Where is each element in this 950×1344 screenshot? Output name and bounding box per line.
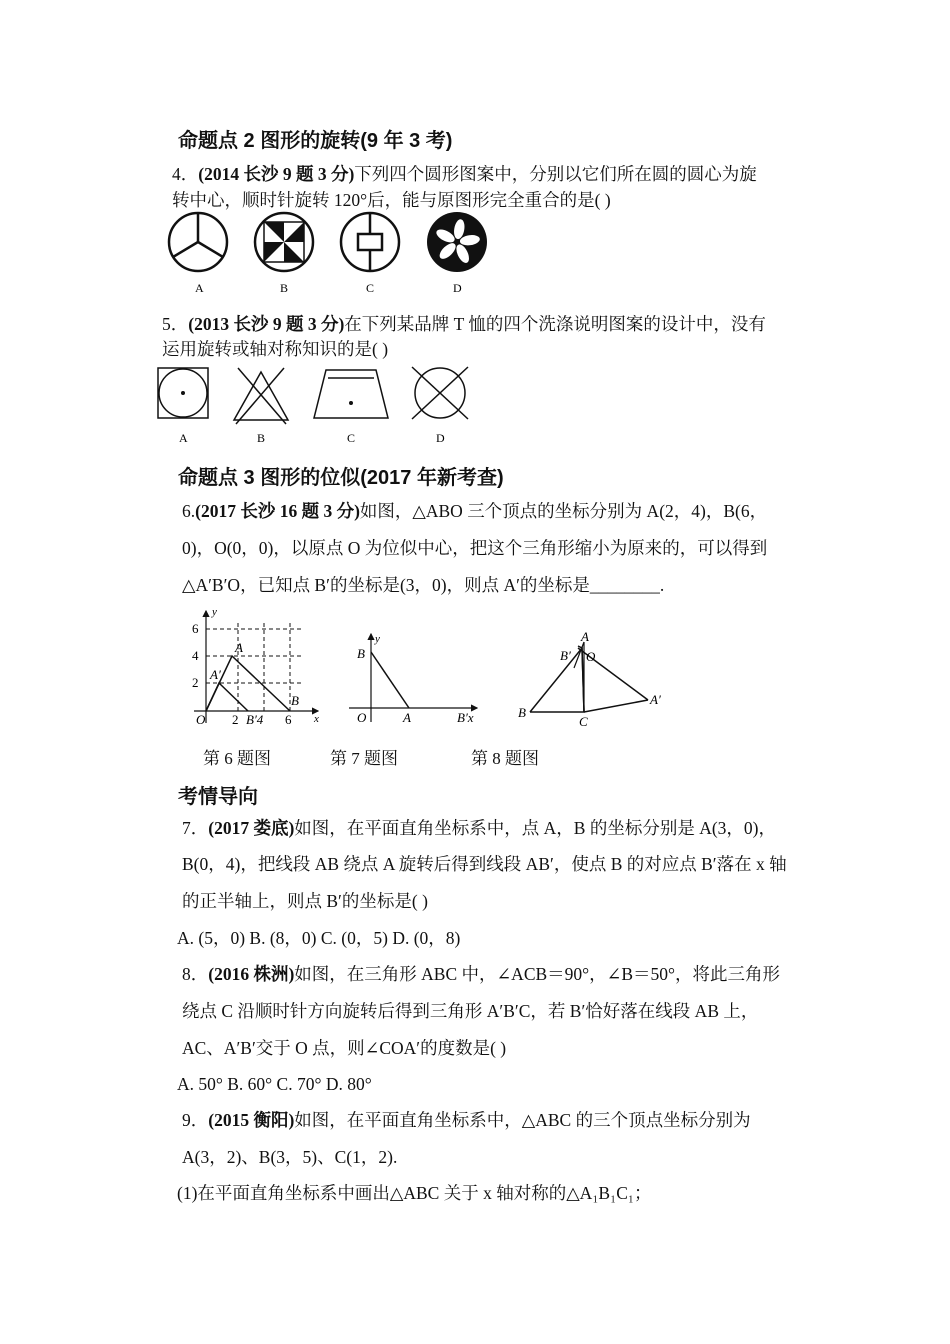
fig8-label-b-prime: B′ [560, 648, 571, 663]
q4-figure-options [160, 210, 500, 300]
fig6-label-b: B [291, 693, 299, 708]
q9-text-2: A(3，2)、B(3，5)、C(1，2). [182, 1147, 398, 1167]
q8-text-1: 如图，在三角形 ABC 中，∠ACB＝90°，∠B＝50°，将此三角形 [294, 964, 780, 984]
fig6-label-y: y [212, 606, 217, 618]
q8-number: 8． [182, 964, 209, 984]
fig6-tick-x2: 2 [232, 712, 239, 727]
q9-number: 9． [182, 1110, 209, 1130]
q4-number: 4． [172, 164, 199, 184]
q8-text-3: AC、A′B′交于 O 点，则∠COA′的度数是( ) [182, 1038, 507, 1058]
section-heading-rotation: 命题点 2 图形的旋转(9 年 3 考) [178, 130, 453, 152]
fig6-label-a-prime: A′ [210, 667, 221, 682]
section-heading-homothety: 命题点 3 图形的位似(2017 年新考查) [178, 467, 504, 489]
fig6-tick-2: 2 [192, 675, 199, 690]
figure-7-caption: 第 7 题图 [330, 749, 398, 768]
q6-source: (2017 长沙 16 题 3 分) [195, 501, 360, 521]
q9-text-3: (1)在平面直角坐标系中画出△ABC 关于 x 轴对称的△A₁B₁C₁； [177, 1183, 652, 1203]
fig8-label-a: A [581, 629, 589, 644]
q5-option-a-figure [158, 368, 208, 418]
fig7-label-origin: O [357, 710, 367, 725]
q5-label-a: A [179, 431, 188, 445]
figure-8-caption: 第 8 题图 [471, 749, 539, 768]
q4-option-d-figure [427, 212, 487, 272]
figure-7-coordinate-plot [345, 630, 495, 728]
q4-source: (2014 长沙 9 题 3 分) [198, 164, 355, 184]
q9-text-1: 如图，在平面直角坐标系中，△ABC 的三个顶点坐标分别为 [294, 1110, 751, 1130]
q6-text-2: 0)，O(0，0)，以原点 O 为位似中心，把这个三角形缩小为原来的，可以得到 [182, 538, 768, 558]
q4-option-b-figure [255, 213, 313, 271]
fig8-label-a-prime: A′ [650, 692, 661, 707]
fig7-label-b-prime-x: B′x [457, 710, 474, 725]
q6-text-1: 如图，△ABO 三个顶点的坐标分别为 A(2，4)，B(6， [359, 501, 768, 521]
q4-label-c: C [366, 281, 375, 295]
q5-source: (2013 长沙 9 题 3 分) [188, 314, 345, 334]
q4-text-1: 下列四个圆形图案中，分别以它们所在圆的圆心为旋 [354, 164, 757, 184]
q5-option-d-figure [412, 367, 468, 419]
figure-6-coordinate-plot [190, 605, 330, 730]
q7-number: 7． [182, 818, 209, 838]
q4-label-b: B [280, 281, 289, 295]
fig7-label-a: A [403, 710, 411, 725]
question-4-line-1 [172, 162, 757, 186]
fig6-tick-4: 4 [192, 648, 199, 663]
q5-text-1: 在下列某品牌 T 恤的四个洗涤说明图案的设计中，没有 [344, 314, 766, 334]
fig8-label-o: O [586, 649, 596, 664]
q7-source: (2017 娄底) [208, 818, 295, 838]
fig8-label-b: B [518, 705, 526, 720]
fig6-label-a: A [235, 640, 243, 655]
q4-option-a-figure [169, 213, 227, 271]
fig8-label-c: C [579, 714, 588, 728]
q4-label-a: A [195, 281, 204, 295]
question-8-line-1 [182, 962, 780, 986]
figure-6-caption: 第 6 题图 [203, 749, 271, 768]
q8-text-2: 绕点 C 沿顺时针方向旋转后得到三角形 A′B′C，若 B′恰好落在线段 AB 上， [182, 1001, 759, 1021]
q7-choices: A. (5，0) B. (8，0) C. (0，5) D. (0，8) [177, 928, 461, 948]
q5-text-2: 运用旋转或轴对称知识的是( ) [162, 339, 389, 359]
question-5-line-1 [162, 312, 766, 336]
fig7-label-y: y [375, 633, 380, 645]
question-9-line-1 [182, 1108, 751, 1132]
q5-label-b: B [257, 431, 266, 445]
q4-option-c-figure [341, 213, 399, 271]
q5-number: 5． [162, 314, 189, 334]
section-heading-trends: 考情导向 [178, 786, 258, 808]
q9-source: (2015 衡阳) [208, 1110, 295, 1130]
q5-option-c-figure [314, 370, 388, 418]
fig7-label-b: B [357, 646, 365, 661]
fig6-label-x: x [314, 713, 319, 725]
fig6-tick-6: 6 [192, 621, 199, 636]
q4-label-d: D [453, 281, 462, 295]
q5-label-c: C [347, 431, 356, 445]
q6-text-3: △A′B′O，已知点 B′的坐标是(3，0)，则点 A′的坐标是________. [182, 575, 665, 595]
q7-text-2: B(0，4)，把线段 AB 绕点 A 旋转后得到线段 AB′，使点 B 的对应点 B′落在 x 轴 [182, 854, 787, 874]
q8-choices: A. 50° B. 60° C. 70° D. 80° [177, 1074, 372, 1094]
question-6-line-1 [182, 499, 767, 523]
fig6-label-origin: O [196, 712, 206, 727]
q7-text-1: 如图，在平面直角坐标系中，点 A，B 的坐标分别是 A(3，0)， [294, 818, 777, 838]
fig6-label-b-prime-4: B′4 [246, 712, 264, 727]
question-7-line-1 [182, 816, 776, 840]
fig6-tick-x6: 6 [285, 712, 292, 727]
q6-number: 6. [182, 501, 196, 521]
q8-source: (2016 株洲) [208, 964, 295, 984]
figure-8-triangle-diagram [512, 628, 672, 728]
q5-figure-options [150, 362, 480, 448]
q7-text-3: 的正半轴上，则点 B′的坐标是( ) [182, 891, 428, 911]
q5-label-d: D [436, 431, 445, 445]
q4-text-2: 转中心，顺时针旋转 120°后，能与原图形完全重合的是( ) [172, 190, 611, 210]
q5-option-b-figure [234, 368, 288, 424]
